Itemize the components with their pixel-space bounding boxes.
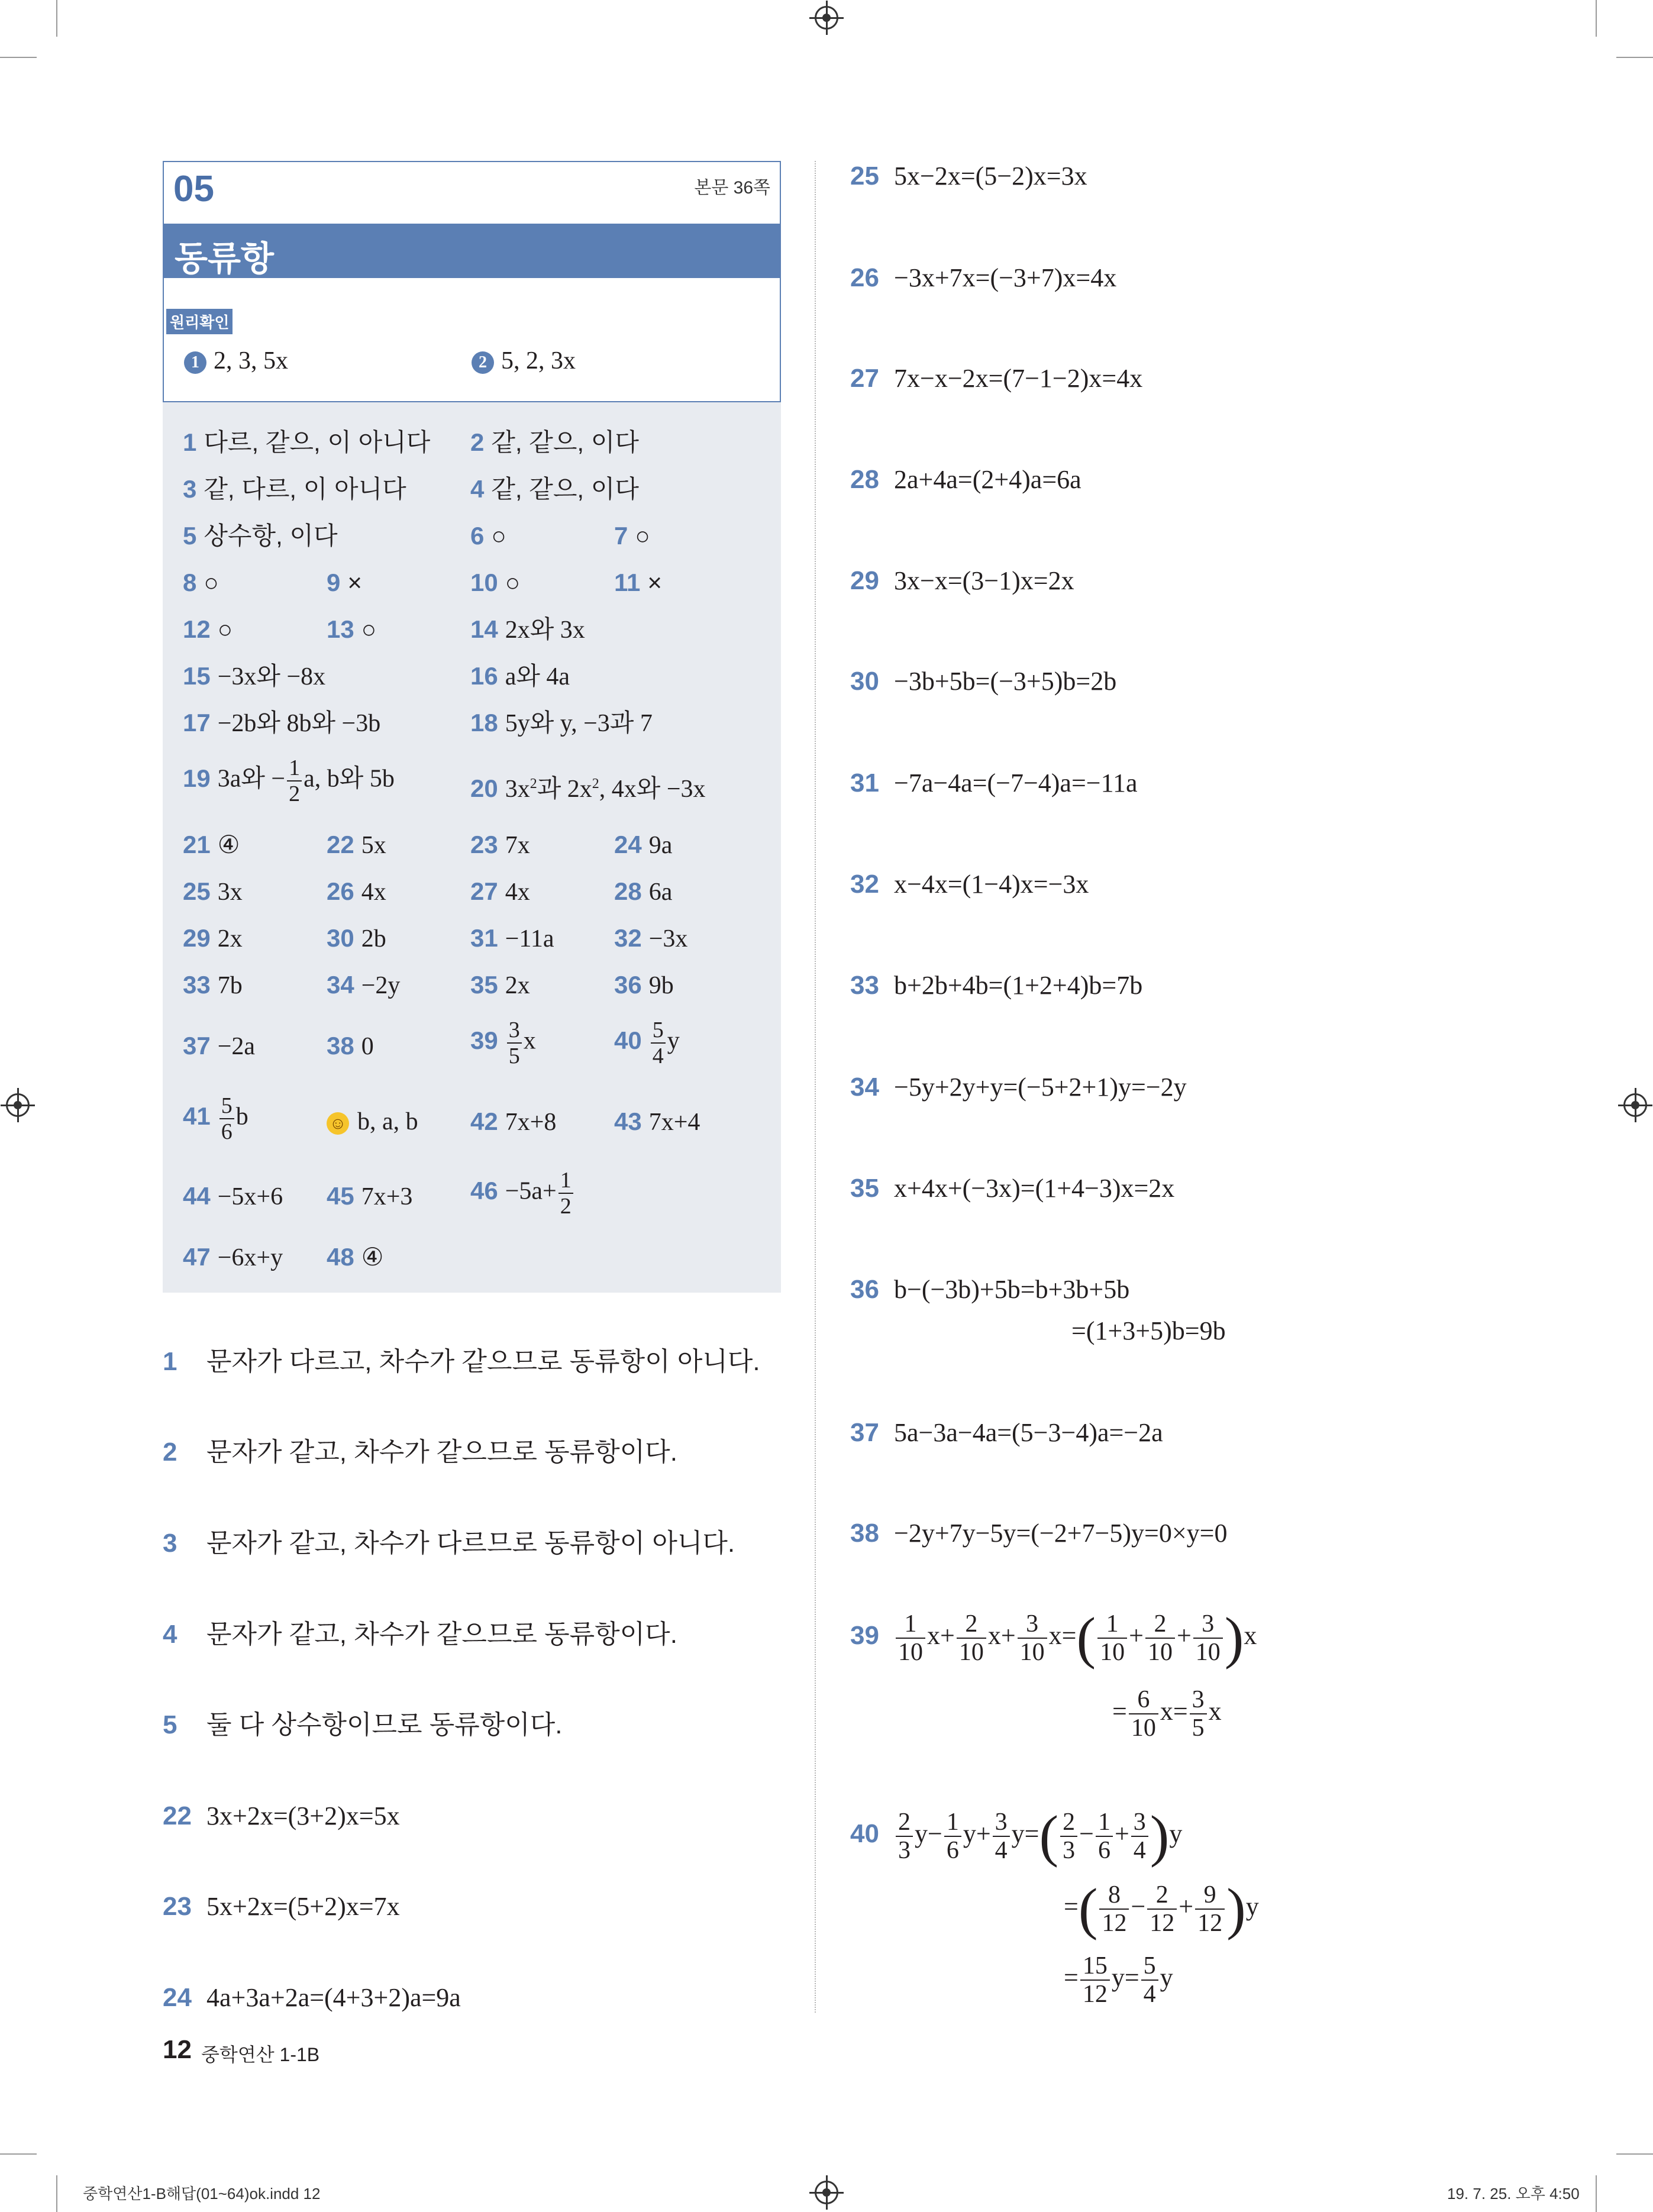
answer-37: 37 −2a <box>183 1032 256 1060</box>
title-band <box>164 224 780 278</box>
answer-19: 19 3a와 − $\frac{1}{2}$ a, b와 5b <box>183 755 395 806</box>
explanation-1: 1 문자가 다르고, 차수가 같으므로 동류항이 아니다. <box>163 1347 760 1376</box>
explanation-24: 24 4a+3a+2a=(4+3+2)a=9a <box>163 1983 461 2012</box>
trim-mark-bottom-left-h <box>0 2153 37 2155</box>
registration-mark-top-icon <box>815 6 838 30</box>
explanation-30: 30 −3b+5b=(−3+5)b=2b <box>850 667 1117 696</box>
answer-6: 6 ○ <box>470 522 506 550</box>
trim-mark-bottom-right-h <box>1616 2153 1653 2155</box>
answer-21: 21 ④ <box>183 831 240 858</box>
answer-key-box <box>163 402 781 1293</box>
trim-mark-top-right-v <box>1596 0 1597 37</box>
explanation-40-line3: = $\frac{15}{12}$ y= $\frac{5}{4}$ y <box>1064 1952 1173 2008</box>
section-title: 동류항 <box>175 240 275 278</box>
section-number: 05 <box>173 169 214 209</box>
explanation-4: 4 문자가 같고, 차수가 같으므로 동류항이다. <box>163 1620 677 1649</box>
principle-answer-2: 2 5, 2, 3x <box>472 347 576 375</box>
answer-40: 40 $\frac{5}{4}$ y <box>614 1018 680 1068</box>
explanation-35: 35 x+4x+(−3x)=(1+4−3)x=2x <box>850 1174 1175 1203</box>
answer-1: 1 다르, 같으, 이 아니다 <box>183 428 431 456</box>
explanation-37: 37 5a−3a−4a=(5−3−4)a=−2a <box>850 1418 1163 1447</box>
answer-36: 36 9b <box>614 971 674 999</box>
answer-48: 48 ④ <box>327 1243 384 1271</box>
answer-33: 33 7b <box>183 971 243 999</box>
answer-24: 24 9a <box>614 831 673 859</box>
answer-23: 23 7x <box>470 831 530 859</box>
section-header-box <box>163 161 781 402</box>
answer-35: 35 2x <box>470 971 530 999</box>
explanation-26: 26 −3x+7x=(−3+7)x=4x <box>850 263 1117 292</box>
answer-5: 5 상수항, 이다 <box>183 522 338 550</box>
circled-number: 1 <box>184 351 206 374</box>
registration-mark-left-icon <box>6 1093 30 1117</box>
answer-7: 7 ○ <box>614 522 650 550</box>
answer-41: 41 $\frac{5}{6}$ b <box>183 1093 248 1144</box>
explanation-28: 28 2a+4a=(2+4)a=6a <box>850 465 1081 494</box>
explanation-22: 22 3x+2x=(3+2)x=5x <box>163 1801 400 1830</box>
explanation-36-line2: =(1+3+5)b=9b <box>1071 1316 1226 1345</box>
answer-28: 28 6a <box>614 877 673 906</box>
answer-46: 46 −5a+ $\frac{1}{2}$ <box>470 1168 575 1219</box>
explanation-36: 36 b−(−3b)+5b=b+3b+5b <box>850 1275 1130 1304</box>
trim-mark-bottom-right-v <box>1596 2175 1597 2212</box>
explanation-39: 39 $\frac{1}{10}$ x+ $\frac{2}{10}$ x+ $\frac{3}{10}$ x=( $\frac{1}{10}$ + $\frac{2}{10}$ + $\frac{3}{10}$ )x <box>850 1606 1257 1670</box>
answer-11: 11 × <box>614 569 662 596</box>
explanation-31: 31 −7a−4a=(−7−4)a=−11a <box>850 768 1138 797</box>
answer-47: 47 −6x+y <box>183 1243 283 1271</box>
answer-27: 27 4x <box>470 877 530 906</box>
answer-30: 30 2b <box>327 924 386 952</box>
explanation-27: 27 7x−x−2x=(7−1−2)x=4x <box>850 364 1143 393</box>
explanation-38: 38 −2y+7y−5y=(−2+7−5)y=0×y=0 <box>850 1519 1228 1548</box>
page-reference: 본문 36쪽 <box>694 178 770 198</box>
answer-10: 10 ○ <box>470 569 521 596</box>
explanation-23: 23 5x+2x=(5+2)x=7x <box>163 1892 400 1921</box>
answer-42: 42 7x+8 <box>470 1107 557 1136</box>
answer-29: 29 2x <box>183 924 243 952</box>
explanation-29: 29 3x−x=(3−1)x=2x <box>850 566 1074 595</box>
explanation-40-line2: =( $\frac{8}{12}$ − $\frac{2}{12}$ + $\frac{9}{12}$ )y <box>1064 1877 1259 1941</box>
principle-answer-1: 1 2, 3, 5x <box>184 347 288 375</box>
trim-mark-top-left-h <box>0 57 37 58</box>
answer-16: 16 a와 4a <box>470 662 570 690</box>
answer-17: 17 −2b와 8b와 −3b <box>183 709 381 737</box>
explanation-5: 5 둘 다 상수항이므로 동류항이다. <box>163 1710 563 1739</box>
circled-number: 2 <box>472 351 494 374</box>
print-slug-file: 중학연산1-B해답(01~64)ok.indd 12 <box>83 2185 321 2203</box>
answer-4: 4 같, 같으, 이다 <box>470 475 639 503</box>
registration-mark-bottom-icon <box>815 2181 838 2204</box>
answer-22: 22 5x <box>327 831 386 859</box>
answer-39: 39 $\frac{3}{5}$ x <box>470 1018 536 1068</box>
registration-mark-right-icon <box>1623 1093 1647 1117</box>
column-divider <box>815 161 816 2013</box>
answer-43: 43 7x+4 <box>614 1107 700 1136</box>
answer-20: 20 $3x^2$과 $2x^2$, 4x와 −3x <box>470 774 706 803</box>
principle-tag: 원리확인 <box>166 309 233 334</box>
smiley-answer: ☺ b, a, b <box>327 1105 418 1138</box>
answer-31: 31 −11a <box>470 924 554 952</box>
answer-13: 13 ○ <box>327 615 377 643</box>
explanation-32: 32 x−4x=(1−4)x=−3x <box>850 870 1089 899</box>
explanation-2: 2 문자가 같고, 차수가 같으므로 동류항이다. <box>163 1438 677 1467</box>
answer-12: 12 ○ <box>183 615 233 643</box>
print-slug-date: 19. 7. 25. 오후 4:50 <box>1447 2185 1580 2203</box>
answer-45: 45 7x+3 <box>327 1182 413 1210</box>
trim-mark-bottom-left-v <box>56 2175 57 2212</box>
answer-32: 32 −3x <box>614 924 688 952</box>
smiley-icon: ☺ <box>327 1112 349 1135</box>
explanation-33: 33 b+2b+4b=(1+2+4)b=7b <box>850 971 1143 1000</box>
answer-8: 8 ○ <box>183 569 219 596</box>
explanation-39-line2: = $\frac{6}{10}$ x= $\frac{3}{5}$ x <box>1112 1686 1222 1742</box>
answer-2: 2 같, 같으, 이다 <box>470 428 639 456</box>
answer-25: 25 3x <box>183 877 243 906</box>
answer-18: 18 5y와 y, −3과 7 <box>470 709 653 737</box>
answer-14: 14 2x와 3x <box>470 615 585 644</box>
trim-mark-top-right-h <box>1616 57 1653 58</box>
book-title: 중학연산 1-1B <box>201 2044 320 2065</box>
answer-15: 15 −3x와 −8x <box>183 662 326 690</box>
answer-3: 3 같, 다르, 이 아니다 <box>183 475 406 503</box>
answer-26: 26 4x <box>327 877 386 906</box>
explanation-34: 34 −5y+2y+y=(−5+2+1)y=−2y <box>850 1073 1187 1102</box>
answer-44: 44 −5x+6 <box>183 1182 283 1210</box>
explanation-40: 40 $\frac{2}{3}$ y− $\frac{1}{6}$ y+ $\frac{3}{4}$ y=( $\frac{2}{3}$ − $\frac{1}{6}$ + $\frac{3}{4}$ )y <box>850 1804 1183 1868</box>
answer-9: 9 × <box>327 569 362 596</box>
answer-34: 34 −2y <box>327 971 401 999</box>
trim-mark-top-left-v <box>56 0 57 37</box>
page-number: 12 <box>163 2035 192 2064</box>
explanation-25: 25 5x−2x=(5−2)x=3x <box>850 162 1087 190</box>
explanation-3: 3 문자가 같고, 차수가 다르므로 동류항이 아니다. <box>163 1529 735 1558</box>
answer-38: 38 0 <box>327 1032 374 1060</box>
